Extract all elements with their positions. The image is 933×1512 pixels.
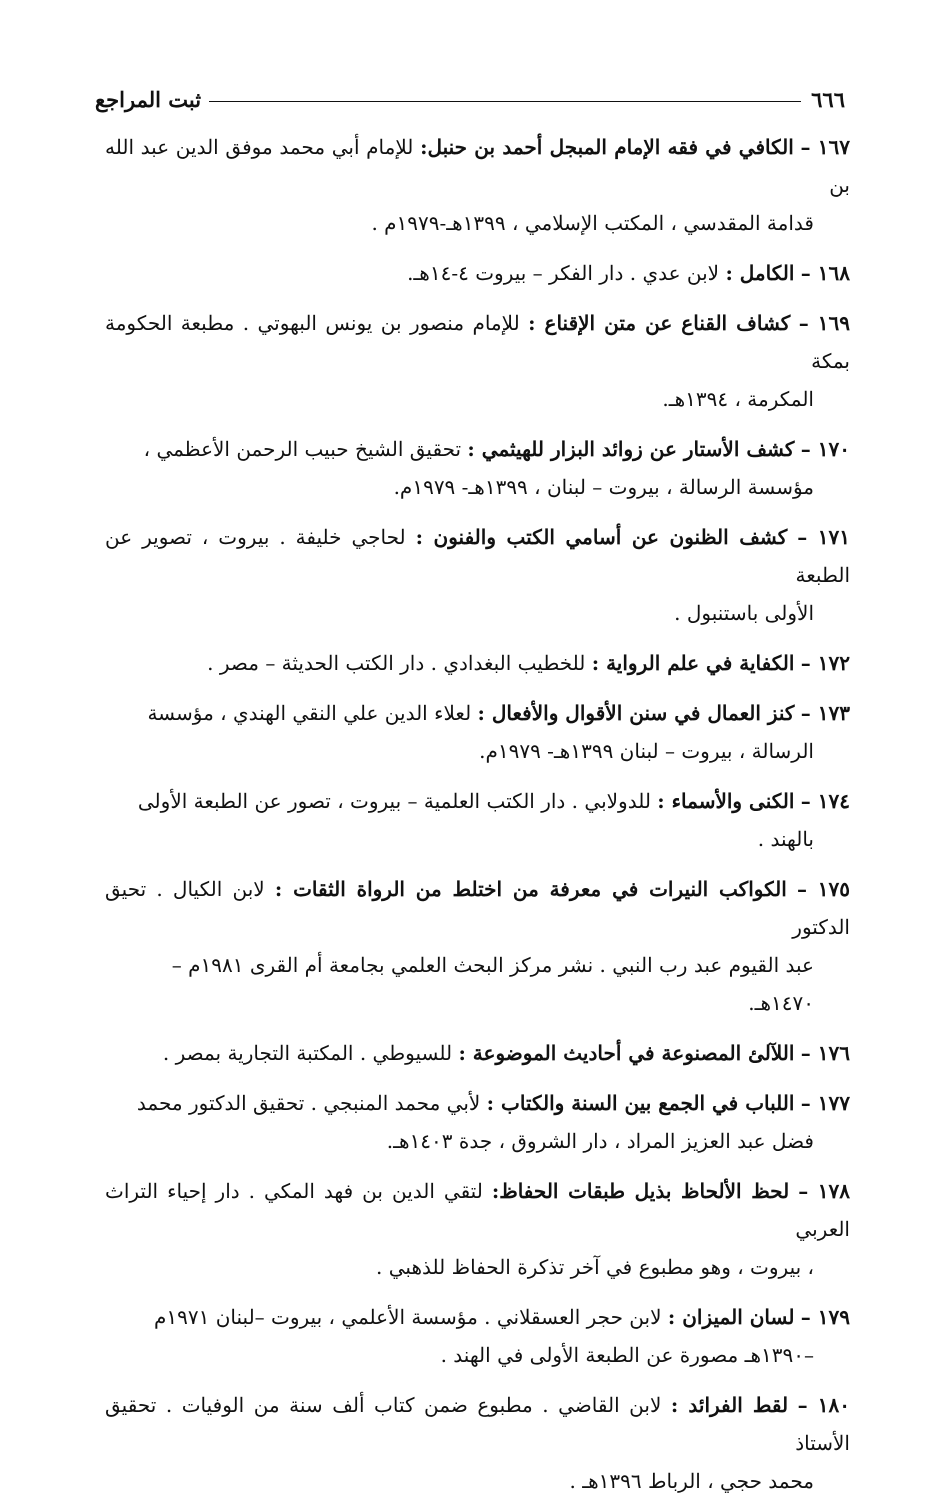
entry-number: ١٨٠ – xyxy=(797,1393,850,1417)
references-list xyxy=(105,128,850,1512)
entry-continuation: المكرمة ، ١٣٩٤هـ. xyxy=(662,387,814,411)
entry-title: الكنى والأسماء : xyxy=(657,789,795,813)
entry-continuation: الأولى باستنبول . xyxy=(674,601,814,625)
entry-continuation: ١٤٧٠هـ. xyxy=(748,991,814,1015)
entry-detail: لتقي الدين بن فهد المكي . دار إحياء التراث العربي xyxy=(105,1179,850,1241)
entry-continuation: بالهند . xyxy=(757,827,814,851)
reference-entry xyxy=(105,644,850,682)
header-rule xyxy=(209,101,801,102)
reference-entry xyxy=(105,518,850,632)
entry-detail: لأبي محمد المنبجي . تحقيق الدكتور محمد xyxy=(136,1091,481,1115)
entry-number: ١٧٥ – xyxy=(796,877,851,901)
running-title: ثبت المراجع xyxy=(95,87,202,112)
reference-entry xyxy=(105,870,850,1022)
entry-title: الكامل : xyxy=(725,261,795,285)
entry-continuation: محمد حجي ، الرباط ١٣٩٦هـ . xyxy=(569,1469,814,1493)
entry-detail: للدولابي . دار الكتب العلمية – بيروت ، تصور عن الطبعة الأولى xyxy=(137,789,651,813)
page-number: ٦٦٦ xyxy=(811,87,845,112)
entry-detail: لعلاء الدين علي النقي الهندي ، مؤسسة xyxy=(147,701,472,725)
entry-number: ١٦٧ – xyxy=(800,135,850,159)
entry-title: لسان الميزان : xyxy=(667,1305,795,1329)
entry-title: كشف الأستار عن زوائد البزار للهيثمي : xyxy=(467,437,795,461)
entry-number: ١٧٧ – xyxy=(800,1091,850,1115)
entry-detail: للإمام أبي محمد موفق الدين عبد الله بن xyxy=(105,135,850,197)
entry-number: ١٧١ – xyxy=(797,525,851,549)
reference-entry xyxy=(105,1084,850,1160)
reference-entry xyxy=(105,782,850,858)
entry-title: لقط الفرائد : xyxy=(670,1393,789,1417)
entry-continuation: عبد القيوم عبد رب النبي . نشر مركز البحث العلمي بجامعة أم القرى ١٩٨١م – xyxy=(171,953,814,977)
entry-title: الكافي في فقه الإمام المبجل أحمد بن حنبل: xyxy=(420,135,794,159)
entry-number: ١٦٩ – xyxy=(798,311,851,335)
reference-entry xyxy=(105,254,850,292)
reference-entry xyxy=(105,1298,850,1374)
reference-entry xyxy=(105,1034,850,1072)
entry-detail: للخطيب البغدادي . دار الكتب الحديثة – مصر . xyxy=(207,651,586,675)
entry-number: ١٧٢ – xyxy=(800,651,850,675)
entry-number: ١٧٨ – xyxy=(798,1179,851,1203)
reference-entry xyxy=(105,694,850,770)
entry-detail: لابن الكيال . تحيق الدكتور xyxy=(105,877,850,939)
entry-title: كشف الظنون عن أسامي الكتب والفنون : xyxy=(415,525,788,549)
page-header xyxy=(95,78,845,112)
entry-detail: تحقيق الشيخ حبيب الرحمن الأعظمي ، xyxy=(143,437,462,461)
entry-title: اللباب في الجمع بين السنة والكتاب : xyxy=(486,1091,795,1115)
entry-detail: لابن عدي . دار الفكر – بيروت ٤-١٤هـ. xyxy=(407,261,720,285)
entry-title: كشاف القناع عن متن الإقناع : xyxy=(528,311,791,335)
entry-number: ١٧٣ – xyxy=(800,701,850,725)
reference-entry xyxy=(105,430,850,506)
entry-number: ١٧٩ – xyxy=(800,1305,850,1329)
entry-detail: لابن القاضي . مطبوع ضمن كتاب ألف سنة من الوفيات . تحقيق الأستاذ xyxy=(105,1393,850,1455)
entry-number: ١٧٦ – xyxy=(800,1041,850,1065)
entry-continuation: قدامة المقدسي ، المكتب الإسلامي ، ١٣٩٩هـ-١٩٧٩م . xyxy=(371,211,814,235)
entry-continuation: مؤسسة الرسالة ، بيروت – لبنان ، ١٣٩٩هـ- ١٩٧٩م. xyxy=(393,475,814,499)
entry-number: ١٦٨ – xyxy=(800,261,850,285)
reference-entry xyxy=(105,1172,850,1286)
entry-detail: للإمام منصور بن يونس البهوتي . مطبعة الحكومة بمكة xyxy=(105,311,850,373)
reference-entry xyxy=(105,304,850,418)
entry-title: كنز العمال في سنن الأقوال والأفعال : xyxy=(477,701,795,725)
reference-entry xyxy=(105,128,850,242)
entry-number: ١٧٠ – xyxy=(800,437,850,461)
reference-entry xyxy=(105,1386,850,1500)
entry-detail: للسيوطي . المكتبة التجارية بمصر . xyxy=(162,1041,453,1065)
entry-title: الكفاية في علم الرواية : xyxy=(591,651,795,675)
entry-title: الكواكب النيرات في معرفة من اختلط من الرواة الثقات : xyxy=(274,877,787,901)
entry-title: اللآلئ المصنوعة في أحاديث الموضوعة : xyxy=(458,1041,795,1065)
entry-continuation: ، بيروت ، وهو مطبوع في آخر تذكرة الحفاظ للذهبي . xyxy=(376,1255,814,1279)
entry-continuation: فضل عبد العزيز المراد ، دار الشروق ، جدة ١٤٠٣هـ. xyxy=(386,1129,814,1153)
entry-continuation: –١٣٩٠هـ مصورة عن الطبعة الأولى في الهند . xyxy=(440,1343,814,1367)
entry-detail: لحاجي خليفة . بيروت ، تصوير عن الطبعة xyxy=(105,525,850,587)
entry-number: ١٧٤ – xyxy=(800,789,850,813)
entry-detail: لابن حجر العسقلاني . مؤسسة الأعلمي ، بيروت –لبنان ١٩٧١م xyxy=(154,1305,662,1329)
entry-title: لحظ الألحاظ بذيل طبقات الحفاظ: xyxy=(491,1179,790,1203)
entry-continuation: الرسالة ، بيروت – لبنان ١٣٩٩هـ- ١٩٧٩م. xyxy=(479,739,814,763)
